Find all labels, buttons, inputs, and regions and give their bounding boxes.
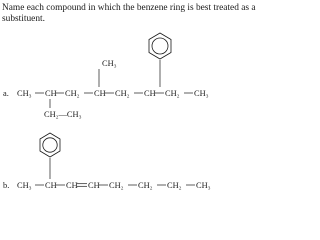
chain-b-5: CH₂ — [109, 181, 124, 190]
chain-a-5: CH₂ — [115, 89, 130, 98]
chain-a-1: CH₃ — [17, 89, 32, 98]
compound-b-label: b. — [3, 181, 10, 190]
chain-b-1: CH₃ — [17, 181, 32, 190]
chain-b-3: CH — [66, 181, 78, 190]
compound-a-label: a. — [3, 89, 9, 98]
chain-b-8: CH₃ — [196, 181, 211, 190]
chain-b-2: CH — [45, 181, 57, 190]
benzene-ring-b — [40, 133, 60, 157]
chain-a-8: CH₃ — [194, 89, 209, 98]
ethyl-substituent: CH₂—CH₃ — [44, 110, 82, 119]
chain-a-6: CH — [144, 89, 156, 98]
chain-a-2: CH — [45, 89, 57, 98]
chain-b-4: CH — [88, 181, 100, 190]
chain-a-7: CH₂ — [165, 89, 180, 98]
chain-a-3: CH₂ — [65, 89, 80, 98]
chain-b-6: CH₂ — [138, 181, 153, 190]
chain-a-4: CH — [94, 89, 106, 98]
chain-b-7: CH₂ — [167, 181, 182, 190]
question-text: Name each compound in which the benzene ring is best treated as a substituent. — [2, 3, 256, 24]
double-bond-b — [77, 184, 87, 187]
methyl-substituent: CH₃ — [102, 59, 117, 68]
